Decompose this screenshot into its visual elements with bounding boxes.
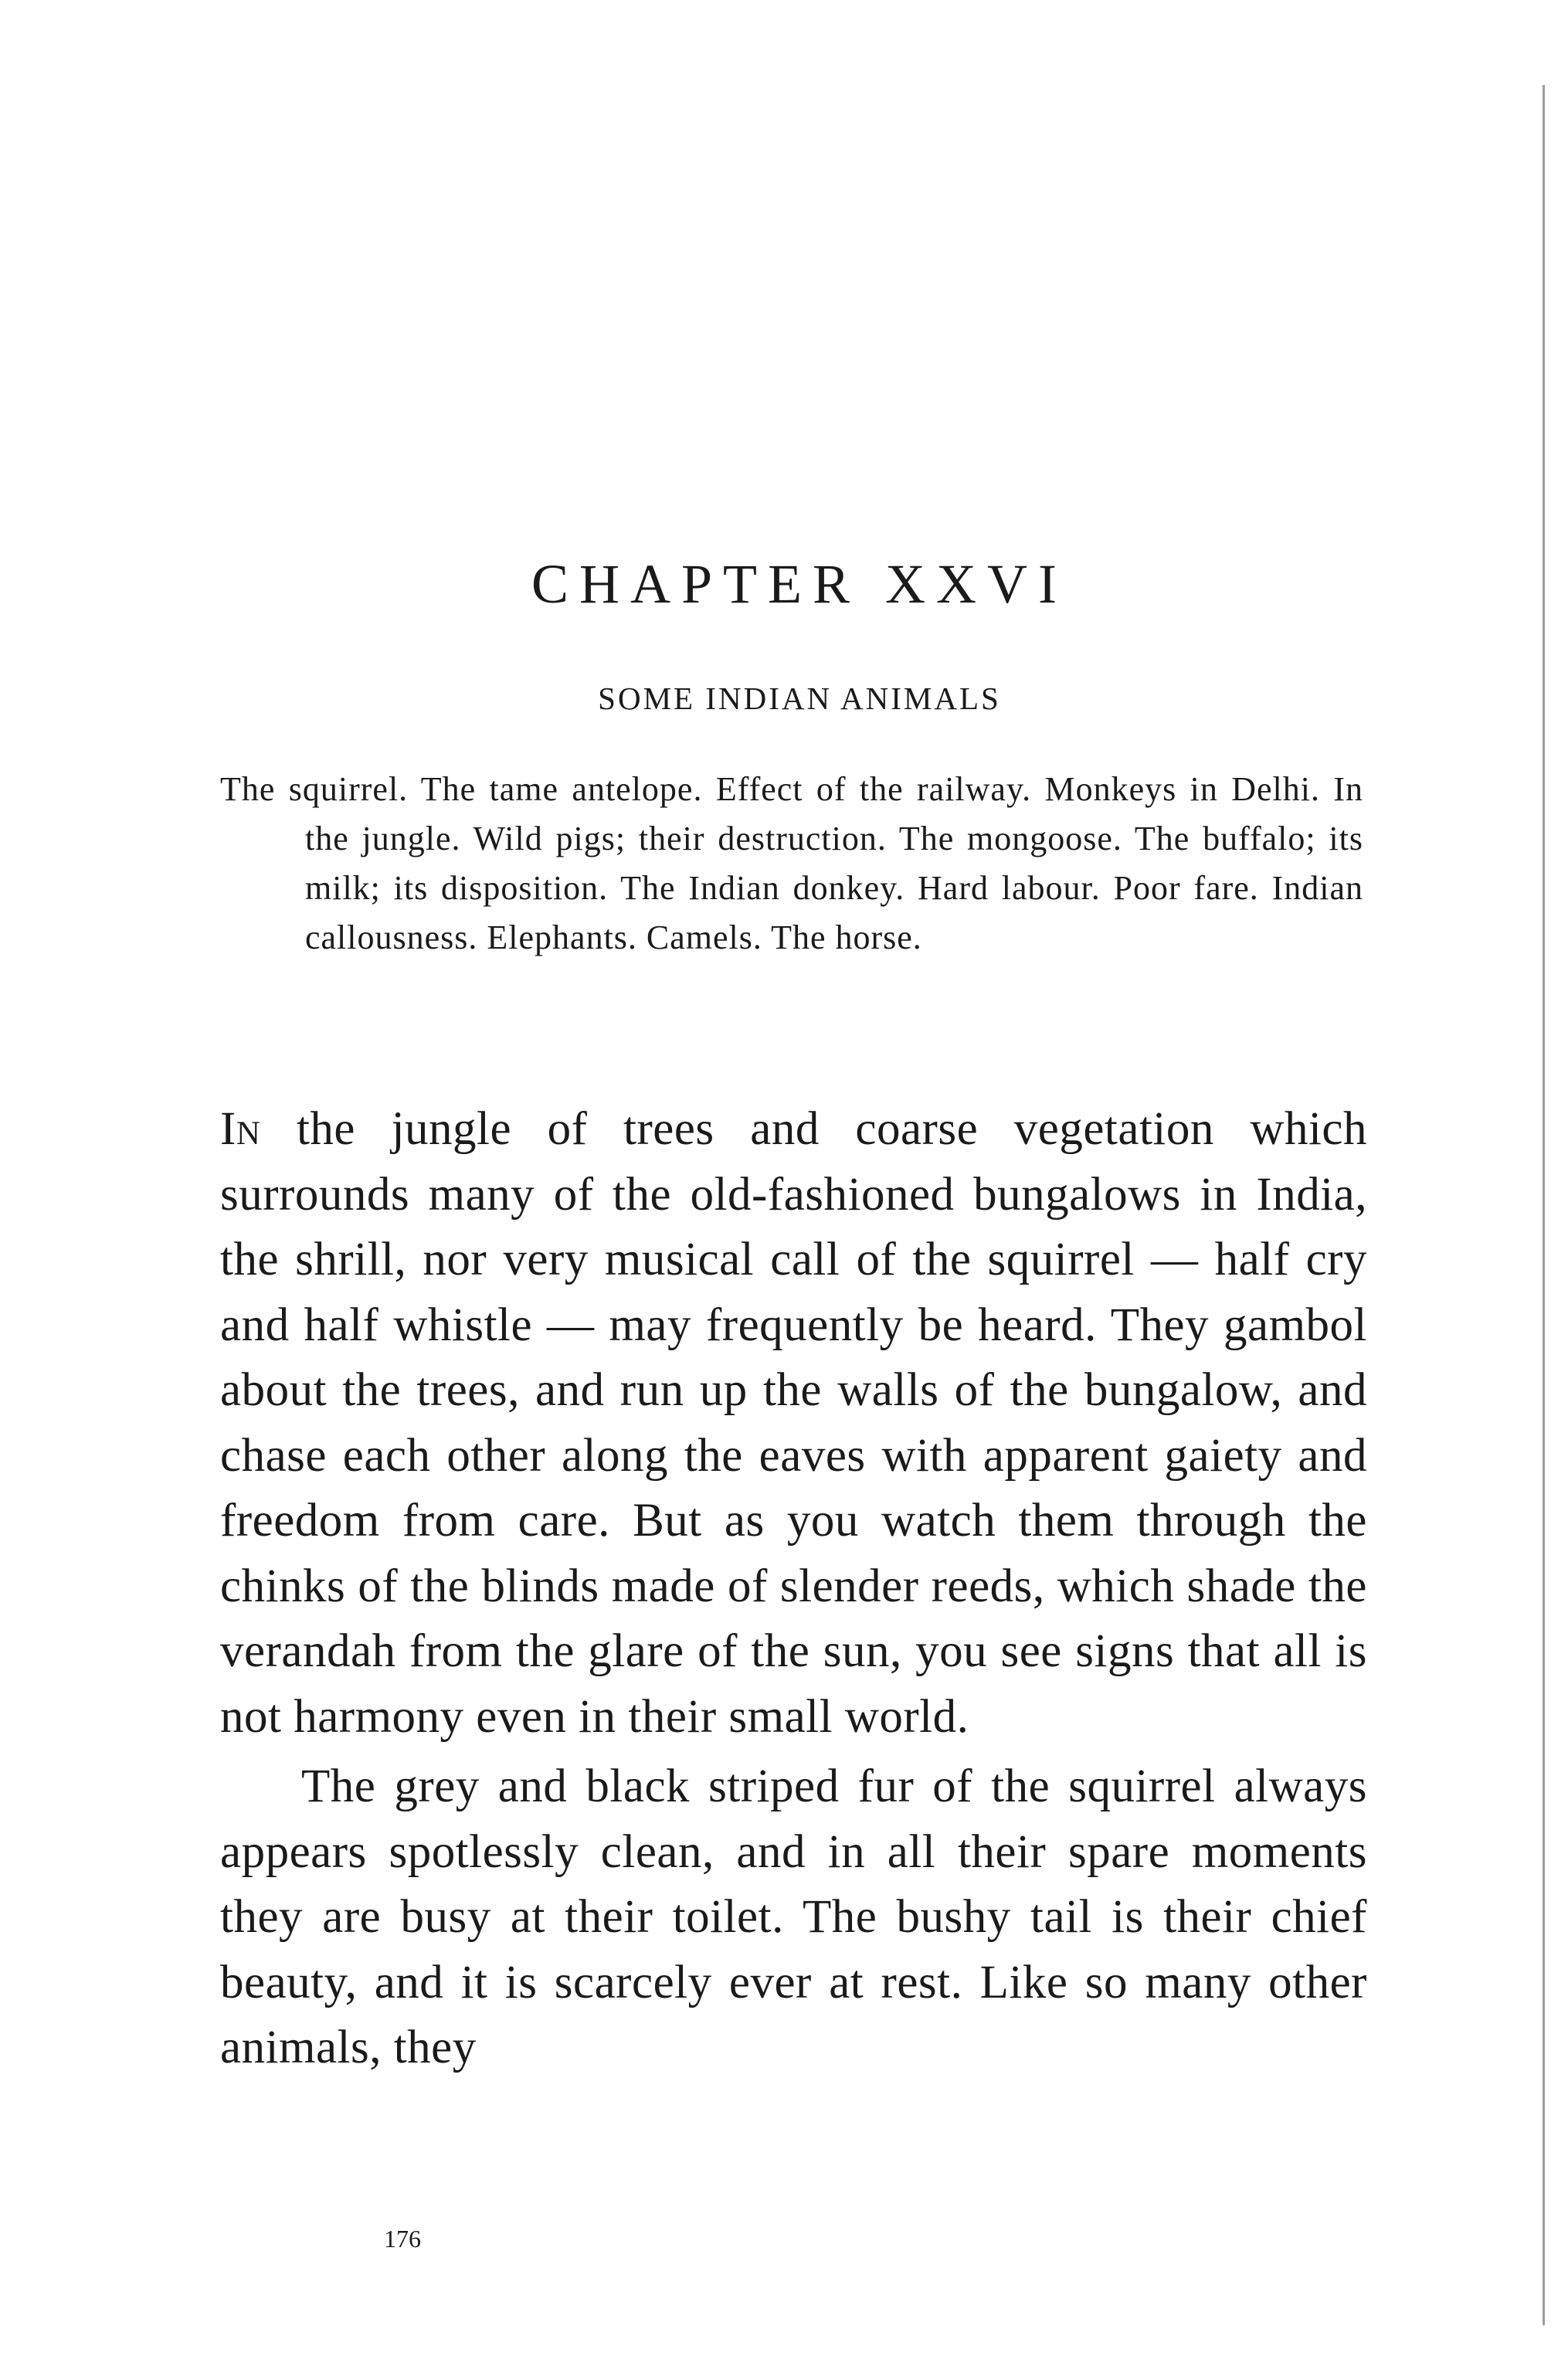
binding-edge (1543, 85, 1549, 2325)
page-number: 176 (384, 2225, 421, 2253)
opening-word: In (220, 1103, 261, 1155)
chapter-title: CHAPTER XXVI (531, 553, 1067, 615)
chapter-subtitle: SOME INDIAN ANIMALS (598, 681, 1001, 716)
paragraph-1-text: the jungle of trees and coarse vegetation which surrounds many of the old-fashioned bungalows in India, the shrill, nor very musical call of the squirrel — half cry and half whistle — may frequently be heard. They gambol about the trees, and run up the walls of the bungalow, and chase each other along the eaves with apparent gaiety and freedom from care. But as you watch them through the chinks of the blinds made of slender reeds, which shade the verandah from the glare of the sun, you see signs that all is not harmony even in their small world. (220, 1103, 1367, 1743)
paragraph-1 (220, 1097, 1367, 1750)
chapter-synopsis: The squirrel. The tame antelope. Effect of the railway. Monkeys in Delhi. In the jungle. Wild pigs; their destruction. The mongoose. The buffalo; its milk; its disposition. The Indian donkey. Hard labour. Poor fare. Indian callousness. Elephants. Camels. The horse. (220, 770, 1363, 956)
chapter-body (220, 1097, 1367, 2081)
paragraph-2: The grey and black striped fur of the squirrel always appears spotlessly clean, and in all their spare moments they are busy at their toilet. The bushy tail is their chief beauty, and it is scarcely ever at rest. Like so many other animals, they (220, 1761, 1367, 2073)
